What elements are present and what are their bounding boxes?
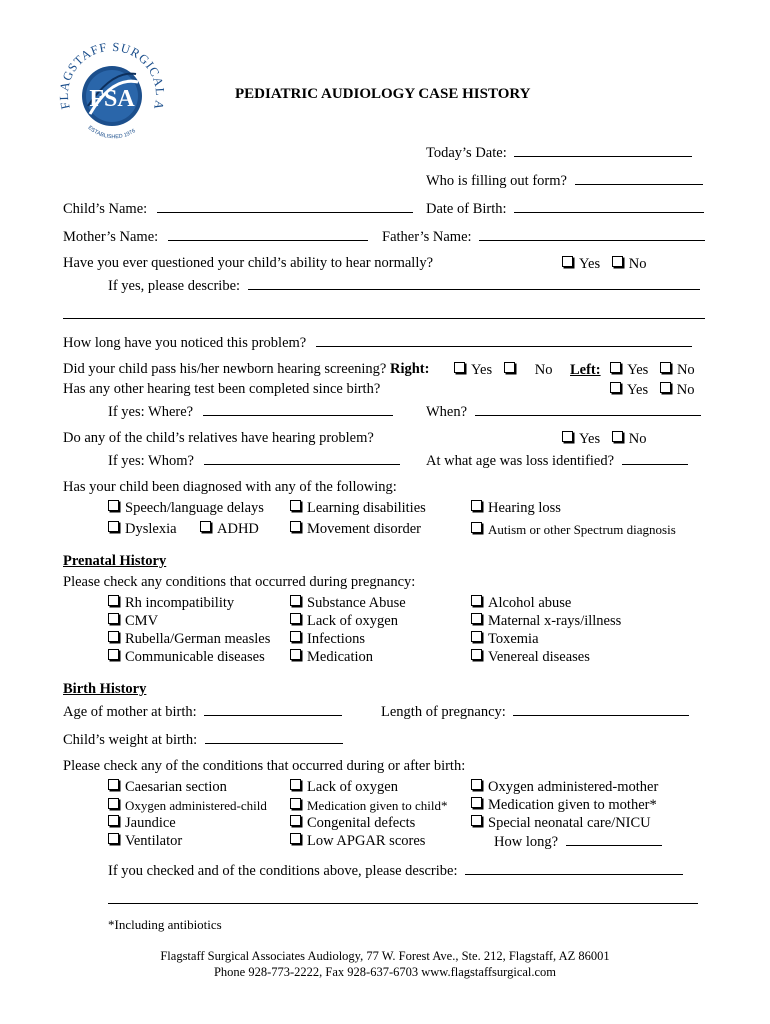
prenatal-label: CMV xyxy=(125,613,159,629)
prenatal-checkbox[interactable] xyxy=(471,595,482,606)
prenatal-label: Medication xyxy=(307,649,374,665)
prenatal-checkbox[interactable] xyxy=(108,613,119,624)
birth-label: Caesarian section xyxy=(125,779,227,795)
hear-yes-label: Yes xyxy=(579,256,601,272)
where-input[interactable] xyxy=(203,403,393,416)
length-pregnancy-input[interactable] xyxy=(513,703,689,716)
prenatal-checkbox[interactable] xyxy=(290,649,301,660)
prenatal-heading: Prenatal History xyxy=(63,553,167,569)
birth-option xyxy=(290,815,415,831)
diagnosis-label: Speech/language delays xyxy=(125,500,264,516)
diagnosis-option xyxy=(471,522,676,536)
how-long-label: How long have you noticed this problem? xyxy=(63,335,307,351)
other-test-options xyxy=(610,382,694,398)
who-filling-field xyxy=(426,172,703,189)
prenatal-checkbox[interactable] xyxy=(471,631,482,642)
hear-no-checkbox[interactable] xyxy=(612,256,623,267)
relatives-no-checkbox[interactable] xyxy=(612,431,623,442)
prenatal-label: Infections xyxy=(307,631,365,647)
fathers-name-input[interactable] xyxy=(479,228,705,241)
todays-date-field xyxy=(426,144,692,161)
prenatal-checkbox[interactable] xyxy=(290,595,301,606)
length-pregnancy-label: Length of pregnancy: xyxy=(381,704,506,720)
describe-input-line2[interactable] xyxy=(63,318,705,319)
todays-date-label: Today’s Date: xyxy=(426,145,507,161)
relatives-options xyxy=(562,431,646,447)
relatives-yes-checkbox[interactable] xyxy=(562,431,573,442)
prenatal-label: Toxemia xyxy=(488,631,539,647)
birth-label: Jaundice xyxy=(125,815,176,831)
logo-established: ESTABLISHED 1976 xyxy=(86,124,137,141)
birth-label: Ventilator xyxy=(125,833,183,849)
birth-option xyxy=(290,798,447,812)
left-yes-label: Yes xyxy=(627,362,649,378)
question-hear-normally: Have you ever questioned your child’s ability to hear normally? xyxy=(63,255,434,271)
logo xyxy=(56,36,168,148)
birth-checkbox[interactable] xyxy=(290,798,301,809)
birth-checkbox[interactable] xyxy=(108,798,119,809)
right-no-label: No xyxy=(534,362,553,378)
diagnosis-checkbox[interactable] xyxy=(108,521,119,532)
age-of-mother-label: Age of mother at birth: xyxy=(63,704,197,720)
birth-option xyxy=(471,797,657,813)
childs-name-input[interactable] xyxy=(157,200,413,213)
diagnosis-checkbox[interactable] xyxy=(290,500,301,511)
length-pregnancy-field xyxy=(381,703,689,720)
birth-label: Medication given to mother* xyxy=(488,797,657,813)
birth-label: Oxygen administered-child xyxy=(125,798,267,813)
date-of-birth-label: Date of Birth: xyxy=(426,201,507,217)
birth-checkbox[interactable] xyxy=(471,797,482,808)
birth-option xyxy=(108,798,267,812)
hear-no-label: No xyxy=(628,256,647,272)
logo-emblem-icon xyxy=(56,36,168,148)
birth-checkbox[interactable] xyxy=(108,815,119,826)
diagnosis-option xyxy=(108,521,177,537)
prenatal-label: Lack of oxygen xyxy=(307,613,398,629)
prenatal-checkbox[interactable] xyxy=(471,613,482,624)
how-long-field xyxy=(63,334,692,351)
birth-checkbox[interactable] xyxy=(290,779,301,790)
diagnosis-label: ADHD xyxy=(217,521,259,537)
footnote: *Including antibiotics xyxy=(108,917,222,932)
date-of-birth-field xyxy=(426,200,704,217)
prenatal-option xyxy=(471,649,590,665)
other-test-yes-label: Yes xyxy=(627,382,649,398)
birth-option xyxy=(108,779,227,795)
prenatal-label: Rh incompatibility xyxy=(125,595,235,611)
right-yes-label: Yes xyxy=(471,362,493,378)
todays-date-input[interactable] xyxy=(514,144,692,157)
birth-label: Lack of oxygen xyxy=(307,779,398,795)
relatives-no-label: No xyxy=(628,431,647,447)
footer-address: Flagstaff Surgical Associates Audiology, 77 W. Forest Ave., Ste. 212, Flagstaff, AZ 86001 xyxy=(160,949,610,963)
prenatal-option xyxy=(471,595,571,611)
how-long-nicu-input[interactable] xyxy=(566,833,662,846)
right-label: Right: xyxy=(389,361,430,377)
birth-describe-label: If you checked and of the conditions above, please describe: xyxy=(108,863,458,879)
who-filling-input[interactable] xyxy=(575,172,703,185)
left-ear-options xyxy=(570,362,695,378)
right-no-checkbox[interactable] xyxy=(504,362,515,373)
when-label: When? xyxy=(426,404,468,420)
whom-label: If yes: Whom? xyxy=(108,453,194,469)
birth-option xyxy=(108,815,176,831)
right-yes-checkbox[interactable] xyxy=(454,362,465,373)
svg-text:ESTABLISHED 1976 xyxy=(87,125,137,140)
where-field xyxy=(108,403,393,420)
prenatal-option xyxy=(290,631,365,647)
prenatal-checkbox[interactable] xyxy=(108,595,119,606)
describe-input[interactable] xyxy=(248,277,700,290)
childs-weight-input[interactable] xyxy=(205,731,343,744)
other-test-question: Has any other hearing test been completed since birth? xyxy=(63,381,381,397)
prenatal-checkbox[interactable] xyxy=(108,649,119,660)
prenatal-checkbox[interactable] xyxy=(290,613,301,624)
footer-contact: Phone 928-773-2222, Fax 928-637-6703 www.flagstaffsurgical.com xyxy=(213,965,557,979)
childs-weight-field xyxy=(63,731,343,748)
childs-name-field xyxy=(63,200,413,217)
birth-heading: Birth History xyxy=(63,681,147,697)
prenatal-option xyxy=(471,613,621,629)
relatives-yes-label: Yes xyxy=(579,431,601,447)
diagnosis-checkbox[interactable] xyxy=(471,500,482,511)
prenatal-checkbox[interactable] xyxy=(471,649,482,660)
page-title: PEDIATRIC AUDIOLOGY CASE HISTORY xyxy=(235,86,531,102)
how-long-input[interactable] xyxy=(316,334,692,347)
logo-ring-text: FLAGSTAFF SURGICAL A xyxy=(56,39,168,112)
diagnosis-option xyxy=(290,521,421,537)
newborn-screening-label: Did your child pass his/her newborn hearing screening? xyxy=(63,361,387,377)
diagnosed-question: Has your child been diagnosed with any of the following: xyxy=(63,479,397,495)
prenatal-option xyxy=(108,631,270,647)
newborn-screening-row xyxy=(63,362,429,377)
birth-describe-field xyxy=(108,862,683,879)
prenatal-option xyxy=(108,613,158,629)
birth-option xyxy=(471,815,651,831)
prenatal-option xyxy=(108,649,265,665)
birth-option xyxy=(290,833,425,849)
diagnosis-label: Dyslexia xyxy=(125,521,177,537)
left-label: Left: xyxy=(570,362,601,378)
diagnosis-checkbox[interactable] xyxy=(471,522,482,533)
childs-weight-label: Child’s weight at birth: xyxy=(63,732,198,748)
hear-normally-options xyxy=(562,256,646,272)
fathers-name-field xyxy=(382,228,705,245)
when-input[interactable] xyxy=(475,403,701,416)
other-test-no-label: No xyxy=(676,382,695,398)
diagnosis-checkbox[interactable] xyxy=(290,521,301,532)
how-long-nicu-label: How long? xyxy=(494,834,559,850)
birth-label: Low APGAR scores xyxy=(307,833,426,849)
how-long-nicu-field xyxy=(494,833,662,850)
diagnosis-option xyxy=(290,500,426,516)
birth-describe-input-line2[interactable] xyxy=(108,903,698,904)
date-of-birth-input[interactable] xyxy=(514,200,704,213)
relatives-question: Do any of the child’s relatives have hearing problem? xyxy=(63,430,374,446)
whom-field xyxy=(108,452,400,469)
birth-label: Medication given to child* xyxy=(307,798,448,813)
prenatal-label: Maternal x-rays/illness xyxy=(488,613,622,629)
prenatal-option xyxy=(290,595,406,611)
whom-input[interactable] xyxy=(204,452,400,465)
who-filling-label: Who is filling out form? xyxy=(426,173,567,189)
mothers-name-field xyxy=(63,228,368,245)
prenatal-option xyxy=(290,613,398,629)
birth-option xyxy=(471,779,658,795)
diagnosis-option xyxy=(200,521,259,537)
diagnosis-option xyxy=(471,500,561,516)
birth-instruction: Please check any of the conditions that occurred during or after birth: xyxy=(63,758,466,774)
birth-checkbox[interactable] xyxy=(471,779,482,790)
left-yes-checkbox[interactable] xyxy=(610,362,621,373)
diagnosis-checkbox[interactable] xyxy=(108,500,119,511)
mothers-name-label: Mother’s Name: xyxy=(63,229,159,245)
birth-checkbox[interactable] xyxy=(108,833,119,844)
prenatal-checkbox[interactable] xyxy=(108,631,119,642)
what-age-field xyxy=(426,452,688,469)
birth-label: Congenital defects xyxy=(307,815,416,831)
when-field xyxy=(426,403,701,420)
prenatal-label: Alcohol abuse xyxy=(488,595,572,611)
diagnosis-label: Movement disorder xyxy=(307,521,421,537)
other-test-no-checkbox[interactable] xyxy=(660,382,671,393)
birth-checkbox[interactable] xyxy=(290,815,301,826)
diagnosis-label: Learning disabilities xyxy=(307,500,426,516)
fathers-name-label: Father’s Name: xyxy=(382,229,472,245)
diagnosis-checkbox[interactable] xyxy=(200,521,211,532)
mothers-name-input[interactable] xyxy=(168,228,368,241)
what-age-input[interactable] xyxy=(622,452,688,465)
prenatal-checkbox[interactable] xyxy=(290,631,301,642)
prenatal-label: Communicable diseases xyxy=(125,649,265,665)
describe-label: If yes, please describe: xyxy=(108,278,241,294)
age-of-mother-field xyxy=(63,703,342,720)
prenatal-label: Rubella/German measles xyxy=(125,631,271,647)
where-label: If yes: Where? xyxy=(108,404,194,420)
birth-option xyxy=(290,779,398,795)
diagnosis-label: Autism or other Spectrum diagnosis xyxy=(488,522,676,537)
birth-checkbox[interactable] xyxy=(108,779,119,790)
birth-describe-input[interactable] xyxy=(465,862,683,875)
birth-label: Special neonatal care/NICU xyxy=(488,815,651,831)
prenatal-label: Substance Abuse xyxy=(307,595,406,611)
left-no-checkbox[interactable] xyxy=(660,362,671,373)
diagnosis-option xyxy=(108,500,264,516)
hear-yes-checkbox[interactable] xyxy=(562,256,573,267)
other-test-yes-checkbox[interactable] xyxy=(610,382,621,393)
prenatal-option xyxy=(471,631,539,647)
age-of-mother-input[interactable] xyxy=(204,703,342,716)
diagnosis-label: Hearing loss xyxy=(488,500,561,516)
prenatal-option xyxy=(108,595,234,611)
describe-field xyxy=(108,277,700,294)
what-age-label: At what age was loss identified? xyxy=(426,453,615,469)
birth-checkbox[interactable] xyxy=(471,815,482,826)
birth-option xyxy=(108,833,182,849)
prenatal-option xyxy=(290,649,373,665)
prenatal-label: Venereal diseases xyxy=(488,649,590,665)
logo-monogram: FSA xyxy=(89,86,135,112)
birth-checkbox[interactable] xyxy=(290,833,301,844)
right-ear-options xyxy=(454,362,552,378)
childs-name-label: Child’s Name: xyxy=(63,201,148,217)
prenatal-instruction: Please check any conditions that occurred during pregnancy: xyxy=(63,574,416,590)
birth-label: Oxygen administered-mother xyxy=(488,779,659,795)
left-no-label: No xyxy=(676,362,695,378)
